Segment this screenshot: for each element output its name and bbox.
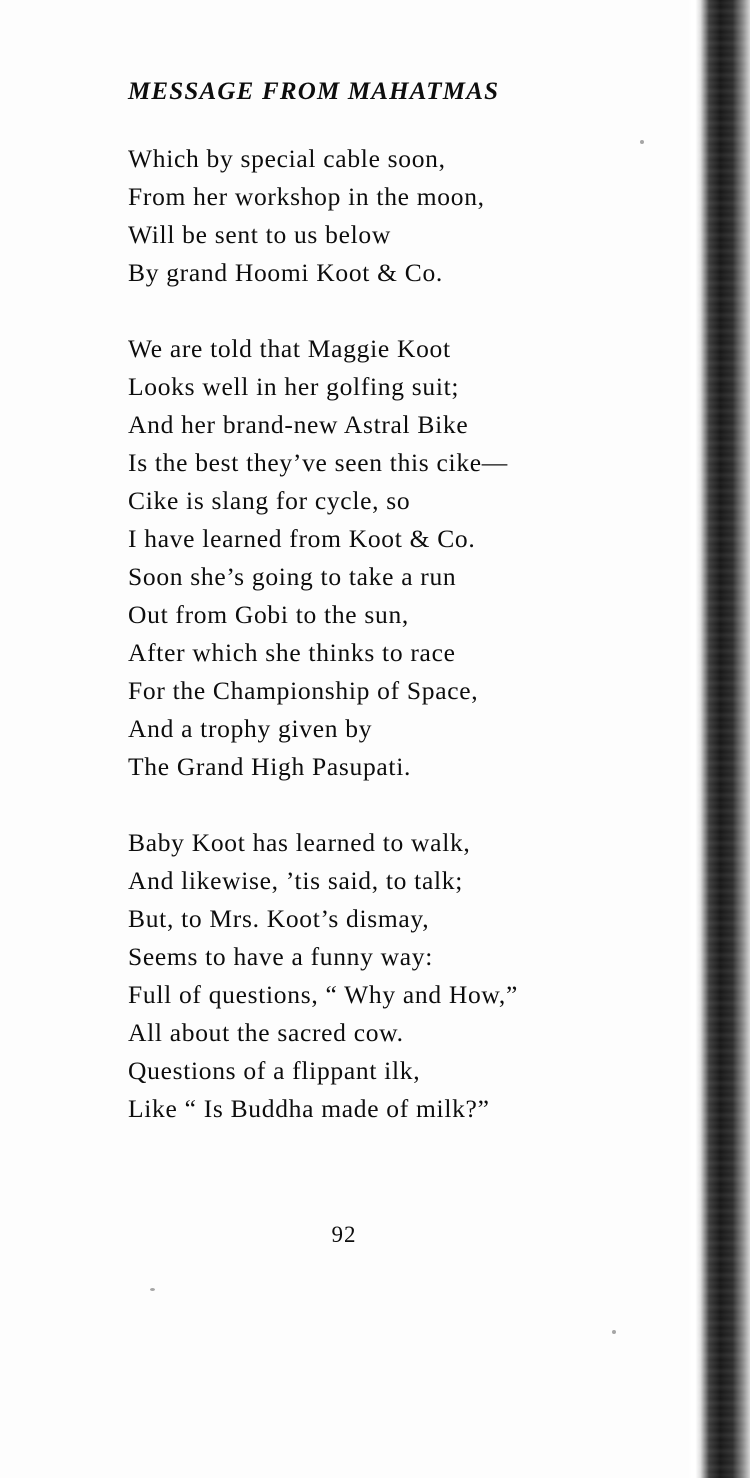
poem-line: The Grand High Pasupati.	[128, 752, 412, 781]
poem-line: From her workshop in the moon,	[128, 182, 485, 211]
poem-line: I have learned from Koot & Co.	[128, 524, 476, 553]
poem-line: Which by special cable soon,	[128, 144, 446, 173]
poem-line: Soon she’s going to take a run	[128, 562, 457, 591]
poem-line: Is the best they’ve seen this cike—	[128, 448, 508, 477]
scan-gutter-shadow	[688, 0, 750, 1478]
poem-line: Looks well in her golfing suit;	[128, 372, 460, 401]
poem-line: We are told that Maggie Koot	[128, 334, 451, 363]
poem-line: And a trophy given by	[128, 714, 373, 743]
page-number: 92	[331, 1222, 357, 1247]
scan-speck	[612, 1330, 616, 1334]
poem-line: Will be sent to us below	[128, 220, 391, 249]
poem-line: Like “ Is Buddha made of milk?”	[128, 1094, 490, 1123]
poem-body	[128, 140, 688, 1128]
poem-line: Cike is slang for cycle, so	[128, 486, 411, 515]
poem-line: Baby Koot has learned to walk,	[128, 828, 471, 857]
poem-line: After which she thinks to race	[128, 638, 456, 667]
poem-line: But, to Mrs. Koot’s dismay,	[128, 904, 430, 933]
poem-line: All about the sacred cow.	[128, 1018, 404, 1047]
running-head: MESSAGE FROM MAHATMAS	[128, 78, 500, 105]
poem-line: For the Championship of Space,	[128, 676, 479, 705]
stanza	[128, 824, 688, 1128]
stanza	[128, 140, 688, 292]
poem-line: By grand Hoomi Koot & Co.	[128, 258, 443, 287]
scan-speck	[150, 1288, 155, 1291]
scan-speck	[640, 140, 644, 144]
poem-line: Questions of a flippant ilk,	[128, 1056, 421, 1085]
poem-line: Seems to have a funny way:	[128, 942, 434, 971]
poem-line: Full of questions, “ Why and How,”	[128, 980, 518, 1009]
poem-line: And her brand-new Astral Bike	[128, 410, 469, 439]
poem-line: Out from Gobi to the sun,	[128, 600, 409, 629]
stanza	[128, 330, 688, 786]
poem-line: And likewise, ’tis said, to talk;	[128, 866, 463, 895]
